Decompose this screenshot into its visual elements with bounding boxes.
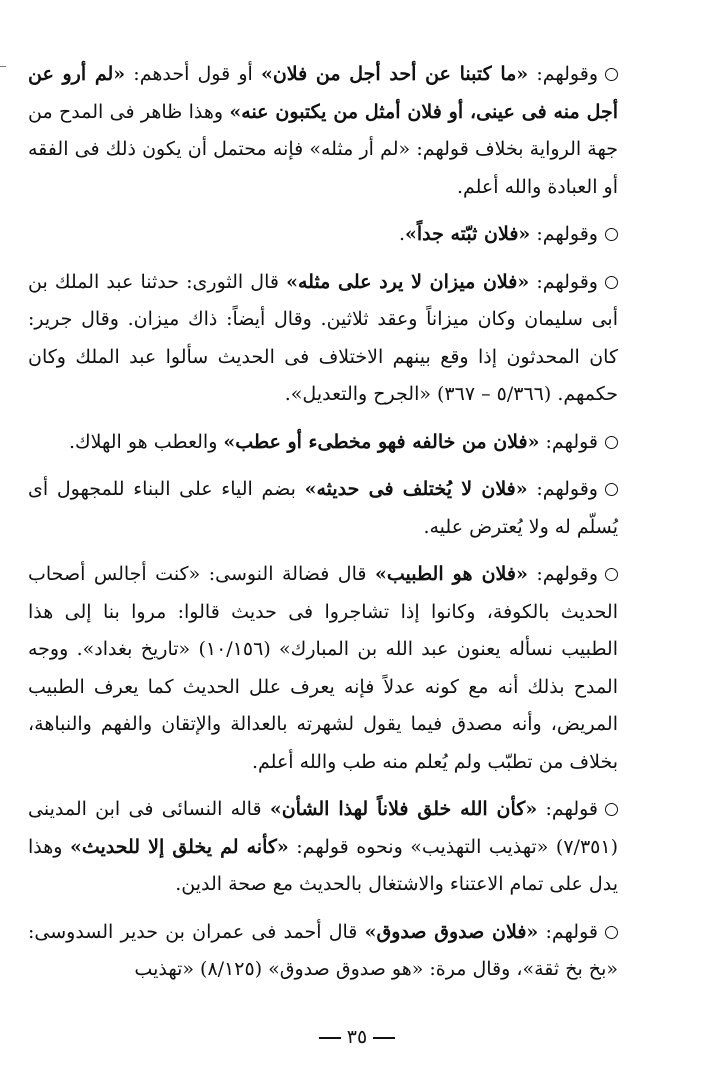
page-body: [28, 56, 618, 999]
paragraph: [28, 56, 618, 206]
text-run: بضم الياء على البناء للمجهول أى يُسلّم له ولا يُعترض عليه.: [28, 478, 618, 538]
text-run: وهذا ظاهر فى المدح من جهة الرواية بخلاف قولهم: «لم أر مثله» فإنه محتمل أن يكون ذلك فى الفقه أو العبادة والله أعلم.: [28, 100, 618, 198]
quoted-term: «فلان من خالفه فهو مخطىء أو عطب»: [223, 430, 540, 453]
text-run: قال أحمد فى عمران بن حدير السدوسى: «بخ بخ ثقة»، وقال مرة: «هو صدوق صدوق» (٨/١٢٥) «تهذيب: [28, 920, 618, 980]
text-run: قولهم:: [539, 430, 598, 453]
text-run: وهذا يدل على تمام الاعتناء والاشتغال بالحديث مع صحة الدين.: [28, 835, 618, 895]
circle-bullet-icon: [605, 276, 618, 289]
circle-bullet-icon: [605, 483, 618, 496]
paragraph: [28, 914, 618, 989]
quoted-term: «فلان لا يُختلف فى حديثه»: [304, 478, 528, 500]
quoted-term: «فلان صدوق صدوق»: [364, 920, 539, 943]
text-run: وقولهم:: [529, 270, 598, 293]
paragraph: [28, 791, 618, 904]
quoted-term: «كأن الله خلق فلاناً لهذا الشأن»: [269, 798, 538, 820]
quoted-term: «لم أرو عن أجل منه فى عينى، أو فلان أمثل من يكتبون عنه»: [28, 63, 618, 123]
quoted-term: «فلان ميزان لا يرد على مثله»: [286, 270, 530, 293]
circle-bullet-icon: [605, 68, 618, 81]
text-run: وقولهم:: [527, 478, 598, 500]
paragraph: [28, 264, 618, 414]
text-run: وقولهم:: [527, 563, 599, 585]
circle-bullet-icon: [605, 926, 618, 939]
quoted-term: «فلان هو الطبيب»: [374, 563, 528, 585]
circle-bullet-icon: [605, 803, 618, 816]
text-run: قال الثورى: حدثنا عبد الملك بن أبى سليمان وكان ميزاناً وعقد ثلاثين. وقال أيضاً: ذاك ميزان. وقال جرير: كان المحدثون إذا وقع بينهم الاختلاف فى الحديث سألوا عبد الملك وكان حكمهم. (٥/٣٦٦ – ٣٦٧) «الجرح والتعديل».: [28, 270, 618, 405]
paragraph: [28, 216, 618, 254]
text-run: قاله النسائى فى ابن المدينى (٧/٣٥١) «تهذيب التهذيب» ونحوه قولهم:: [28, 798, 618, 858]
text-run: قال فضالة النوسى: «كنت أجالس أصحاب الحديث بالكوفة، وكانوا إذا تشاجروا فى حديث قالوا: مروا بنا إلى هذا الطبيب نسأله يعنون عبد الله بن المبارك» (١٠/١٥٦) «تاريخ بغداد». ووجه المدح بذلك أنه مع كونه عدلاً فإنه يعرف علل الحديث كما يعرف الطبيب المريض، وأنه مصدق فيما يقول لشهرته بالعدالة والإتقان والفهم والنباهة، بخلاف من تطبّب ولم يُعلم منه طب والله أعلم.: [28, 563, 618, 773]
quoted-term: «ما كتبنا عن أحد أجل من فلان»: [260, 63, 529, 85]
circle-bullet-icon: [605, 568, 618, 581]
text-run: أو قول أحدهم:: [125, 63, 261, 85]
page-number: ٣٥: [346, 1026, 368, 1048]
text-run: وقولهم:: [528, 63, 598, 85]
margin-mark: [0, 66, 6, 67]
text-run: قولهم:: [537, 798, 599, 820]
circle-bullet-icon: [605, 436, 618, 449]
footer-dash-left: [319, 1037, 341, 1039]
quoted-term: «فلان ثبّته جداً»: [404, 223, 531, 245]
paragraph: [28, 556, 618, 781]
text-run: قولهم:: [538, 920, 598, 943]
text-run: والعطب هو الهلاك.: [68, 430, 224, 453]
paragraph: [28, 471, 618, 546]
footer-dash-right: [373, 1037, 395, 1039]
text-run: .: [398, 223, 405, 245]
circle-bullet-icon: [605, 228, 618, 241]
text-run: وقولهم:: [530, 223, 598, 245]
quoted-term: «كأنه لم يخلق إلا للحديث»: [69, 835, 289, 858]
paragraph: [28, 424, 618, 462]
page-footer: [0, 1026, 714, 1048]
